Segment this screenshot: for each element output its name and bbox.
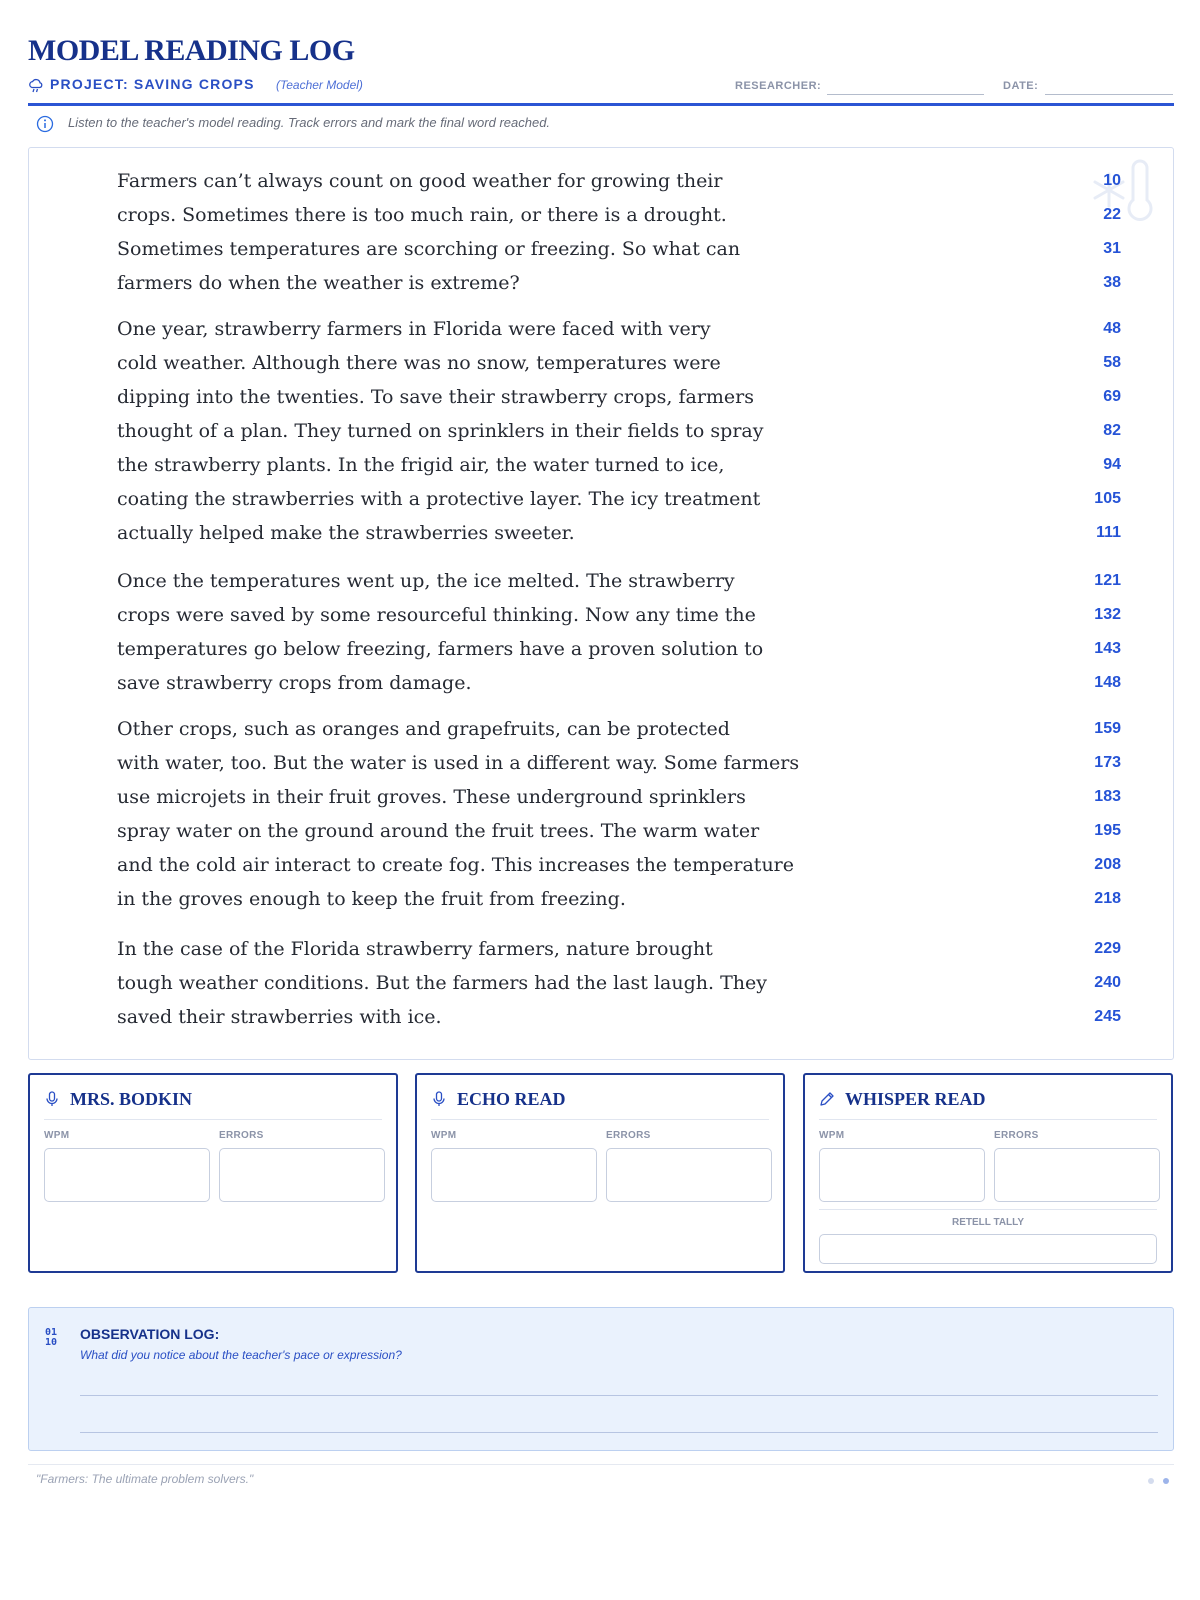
- line-text: In the case of the Florida strawberry farmers, nature brought: [117, 938, 713, 960]
- word-count: 143: [1094, 640, 1121, 657]
- wpm-label: WPM: [431, 1130, 457, 1141]
- word-count: 94: [1103, 456, 1121, 473]
- wpm-input[interactable]: [44, 1148, 210, 1202]
- line-text: with water, too. But the water is used in a different way. Some farmers: [117, 752, 800, 774]
- line-text: saved their strawberries with ice.: [117, 1006, 442, 1028]
- word-count: 48: [1103, 320, 1121, 337]
- card-mrs-bodkin: [28, 1073, 398, 1273]
- line-text: in the groves enough to keep the fruit from freezing.: [117, 888, 626, 910]
- wpm-input[interactable]: [819, 1148, 985, 1202]
- passage-line: [117, 634, 1121, 668]
- word-count: 218: [1094, 890, 1121, 907]
- word-count: 240: [1094, 974, 1121, 991]
- writing-line[interactable]: [80, 1432, 1158, 1433]
- researcher-label: RESEARCHER:: [735, 80, 822, 92]
- paragraph: [117, 166, 1121, 302]
- passage-line: [117, 668, 1121, 702]
- passage-line: [117, 816, 1121, 850]
- passage-line: [117, 850, 1121, 884]
- passage-line: [117, 200, 1121, 234]
- paragraph: [117, 714, 1121, 918]
- divider: [431, 1119, 769, 1120]
- mode-note: (Teacher Model): [276, 78, 363, 92]
- researcher-field[interactable]: [827, 94, 984, 95]
- word-count: 159: [1094, 720, 1121, 737]
- card-header: [44, 1089, 382, 1109]
- line-text: Other crops, such as oranges and grapefruits, can be protected: [117, 718, 730, 740]
- line-text: save strawberry crops from damage.: [117, 672, 472, 694]
- wpm-label: WPM: [819, 1130, 845, 1141]
- word-count: 229: [1094, 940, 1121, 957]
- card-header: [431, 1089, 769, 1109]
- word-count: 183: [1094, 788, 1121, 805]
- line-text: crops. Sometimes there is too much rain, or there is a drought.: [117, 204, 727, 226]
- card-title: ECHO READ: [457, 1089, 566, 1109]
- word-count: 69: [1103, 388, 1121, 405]
- passage-line: [117, 484, 1121, 518]
- line-text: thought of a plan. They turned on sprinklers in their fields to spray: [117, 420, 764, 442]
- line-text: spray water on the ground around the fruit trees. The warm water: [117, 820, 760, 842]
- errors-input[interactable]: [219, 1148, 385, 1202]
- cloud-rain-icon: [28, 77, 44, 93]
- word-count: 148: [1094, 674, 1121, 691]
- paragraph: [117, 566, 1121, 702]
- passage-line: [117, 566, 1121, 600]
- divider: [819, 1119, 1157, 1120]
- word-count: 82: [1103, 422, 1121, 439]
- paragraph: [117, 314, 1121, 552]
- date-label: DATE:: [1003, 80, 1039, 92]
- card-whisper-read: [803, 1073, 1173, 1273]
- passage-line: [117, 748, 1121, 782]
- pencil-icon: [819, 1091, 835, 1107]
- writing-line[interactable]: [80, 1395, 1158, 1396]
- passage-line: [117, 314, 1121, 348]
- instruction-row: [28, 111, 1174, 135]
- project-row: [28, 74, 1174, 96]
- word-count: 58: [1103, 354, 1121, 371]
- line-text: Sometimes temperatures are scorching or freezing. So what can: [117, 238, 741, 260]
- card-title: MRS. BODKIN: [70, 1089, 193, 1109]
- reading-passage: [28, 147, 1174, 1060]
- card-echo-read: [415, 1073, 785, 1273]
- word-count: 245: [1094, 1008, 1121, 1025]
- passage-line: [117, 714, 1121, 748]
- header-rule: [28, 103, 1174, 106]
- project-label: PROJECT: SAVING CROPS: [50, 76, 255, 92]
- passage-line: [117, 1002, 1121, 1036]
- line-text: crops were saved by some resourceful thinking. Now any time the: [117, 604, 756, 626]
- errors-label: ERRORS: [606, 1130, 651, 1141]
- divider: [819, 1209, 1157, 1210]
- word-count: 111: [1096, 524, 1121, 541]
- passage-line: [117, 166, 1121, 200]
- word-count: 173: [1094, 754, 1121, 771]
- errors-input[interactable]: [606, 1148, 772, 1202]
- word-count: 132: [1094, 606, 1121, 623]
- word-count: 22: [1103, 206, 1121, 223]
- passage-line: [117, 518, 1121, 552]
- word-count: 208: [1094, 856, 1121, 873]
- passage-line: [117, 968, 1121, 1002]
- errors-label: ERRORS: [994, 1130, 1039, 1141]
- line-text: the strawberry plants. In the frigid air, the water turned to ice,: [117, 454, 725, 476]
- line-text: actually helped make the strawberries sweeter.: [117, 522, 575, 544]
- passage-line: [117, 348, 1121, 382]
- card-header: [819, 1089, 1157, 1109]
- footer-rule: [28, 1464, 1174, 1465]
- word-count: 10: [1103, 172, 1121, 189]
- passage-line: [117, 234, 1121, 268]
- passage-line: [117, 782, 1121, 816]
- observation-title: OBSERVATION LOG:: [80, 1326, 220, 1342]
- card-title: WHISPER READ: [845, 1089, 986, 1109]
- passage-line: [117, 382, 1121, 416]
- errors-label: ERRORS: [219, 1130, 264, 1141]
- info-icon: [36, 115, 54, 133]
- paragraph: [117, 934, 1121, 1036]
- passage-line: [117, 884, 1121, 918]
- divider: [44, 1119, 382, 1120]
- line-text: farmers do when the weather is extreme?: [117, 272, 520, 294]
- retell-tally-label: RETELL TALLY: [951, 1217, 1025, 1228]
- line-text: and the cold air interact to create fog. This increases the temperature: [117, 854, 795, 876]
- line-text: dipping into the twenties. To save their strawberry crops, farmers: [117, 386, 755, 408]
- microphone-icon: [431, 1091, 447, 1107]
- page-dot: [1148, 1478, 1154, 1484]
- line-text: temperatures go below freezing, farmers have a proven solution to: [117, 638, 764, 660]
- microphone-icon: [44, 1091, 60, 1107]
- line-text: Once the temperatures went up, the ice melted. The strawberry: [117, 570, 735, 592]
- observation-question: What did you notice about the teacher's pace or expression?: [80, 1348, 402, 1362]
- page-dot: [1163, 1478, 1169, 1484]
- page-title: MODEL READING LOG: [28, 34, 355, 67]
- word-count: 31: [1103, 240, 1121, 257]
- observation-log: [28, 1307, 1174, 1451]
- wpm-label: WPM: [44, 1130, 70, 1141]
- line-text: tough weather conditions. But the farmers had the last laugh. They: [117, 972, 767, 994]
- footer-quote: "Farmers: The ultimate problem solvers.": [36, 1472, 254, 1486]
- wpm-input[interactable]: [431, 1148, 597, 1202]
- passage-line: [117, 600, 1121, 634]
- passage-line: [117, 450, 1121, 484]
- passage-line: [117, 268, 1121, 302]
- binary-icon: 01 10: [45, 1327, 58, 1348]
- word-count: 38: [1103, 274, 1121, 291]
- word-count: 105: [1094, 490, 1121, 507]
- instruction-text: Listen to the teacher's model reading. Track errors and mark the final word reached.: [68, 115, 551, 130]
- line-text: One year, strawberry farmers in Florida were faced with very: [117, 318, 711, 340]
- date-field[interactable]: [1045, 94, 1173, 95]
- retell-tally-input[interactable]: [819, 1234, 1157, 1264]
- line-text: Farmers can’t always count on good weather for growing their: [117, 170, 723, 192]
- word-count: 195: [1094, 822, 1121, 839]
- word-count: 121: [1094, 572, 1121, 589]
- line-text: cold weather. Although there was no snow, temperatures were: [117, 352, 721, 374]
- line-text: coating the strawberries with a protective layer. The icy treatment: [117, 488, 761, 510]
- line-text: use microjets in their fruit groves. These underground sprinklers: [117, 786, 746, 808]
- passage-line: [117, 934, 1121, 968]
- passage-line: [117, 416, 1121, 450]
- errors-input[interactable]: [994, 1148, 1160, 1202]
